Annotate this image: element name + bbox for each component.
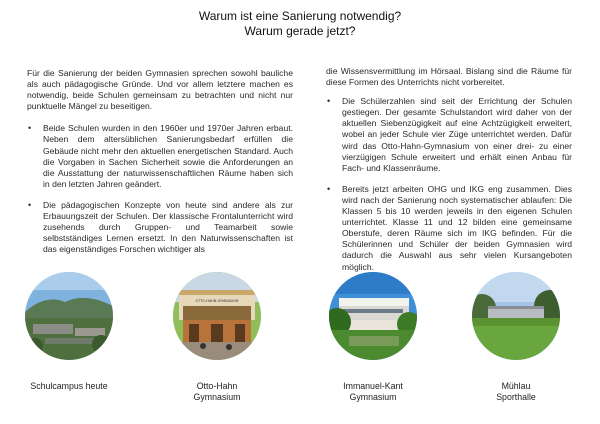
bullet-cooperation: • Bereits jetzt arbeiten OHG und IKG eng zusammen. Dies wird nach der Sanierung noch systematischer ablaufen: Die Klassen 5 bis 10 werden jeweils in den eigenen Schulen unterrichtet. Klasse 11 und 12 bilden eine gemeinsame Oberstufe, deren Räume sich im IKG befinden. Für die Schülerinnen und Schüler der beiden Gymnasien wird dadurch die Auswahl aus sehr vielen Kursangeboten möglich. (326, 184, 572, 273)
left-bullet-list (27, 123, 293, 255)
photo-schulcampus (25, 272, 113, 360)
right-bullet-list (326, 96, 572, 272)
photo-muehlau (472, 272, 560, 360)
caption-line-2: Sporthalle (496, 392, 536, 402)
title-line-1: Warum ist eine Sanierung notwendig? (198, 9, 402, 23)
continuation-paragraph: die Wissensvermittlung im Hörsaal. Bislang sind die Räume für diese Formen des Unterrichts nicht vorbereitet. (326, 66, 572, 88)
caption-line-1: Schulcampus heute (30, 381, 108, 391)
photo-immanuel-kant (329, 272, 417, 360)
page-header (0, 9, 600, 39)
right-column (326, 66, 572, 283)
caption-otto-hahn (162, 381, 272, 403)
bullet-student-numbers: • Die Schülerzahlen sind seit der Errichtung der Schulen gestiegen. Der gesamte Schulstandort wird daher von der aktuellen Siebenzügigkeit auf eine Achtzügigkeit erweitert, wobei an jeder Schule vier Züge unterrichtet werden. Dafür wird das Otto-Hahn-Gymnasium von einer drei- zu einer vierzügigen Schule erweitert und erhält einen Anbau für Fach- und Klassenräume. (326, 96, 572, 174)
caption-immanuel-kant (318, 381, 428, 403)
intro-paragraph: Für die Sanierung der beiden Gymnasien sprechen sowohl bauliche als auch pädagogische Gründe. Und vor allem letztere machen es notwendig, beide Schulen gemeinsam zu betrachten und nicht nur punktuelle Mängel zu beseitigen. (27, 68, 293, 112)
school-sign: OTTO-HAHN-GYMNASIUM (195, 299, 239, 303)
caption-muehlau (461, 381, 571, 403)
caption-line-1: Mühlau (501, 381, 531, 391)
left-column (27, 68, 293, 265)
caption-line-1: Immanuel-Kant (343, 381, 403, 391)
bullet-building-age: • Beide Schulen wurden in den 1960er und 1970er Jahren erbaut. Neben dem altersüblichen Sanierungsbedarf erfüllen die Gebäude nicht mehr den aktuellen energetischen Standard. Auch die Vorgaben in Sachen Sicherheit sowie die Anforderungen an die Ausstattung der naturwissenschaftlichen Räume haben sich in den letzten Jahren geändert. (27, 123, 293, 190)
caption-line-2: Gymnasium (193, 392, 241, 402)
title-line-2: Warum gerade jetzt? (244, 24, 356, 38)
caption-line-1: Otto-Hahn (196, 381, 238, 391)
caption-schulcampus (14, 381, 124, 392)
photo-otto-hahn (173, 272, 261, 360)
caption-line-2: Gymnasium (349, 392, 397, 402)
bullet-pedagogy: • Die pädagogischen Konzepte von heute sind andere als zur Erbauungszeit der Schulen. Der klassische Frontalunterricht wird zusehends durch Gruppen- und Teamarbeit sowie selbstständiges Lernen ersetzt. In den Naturwissenschaften ist das eigenständiges Forschen wichtiger als (27, 200, 293, 255)
